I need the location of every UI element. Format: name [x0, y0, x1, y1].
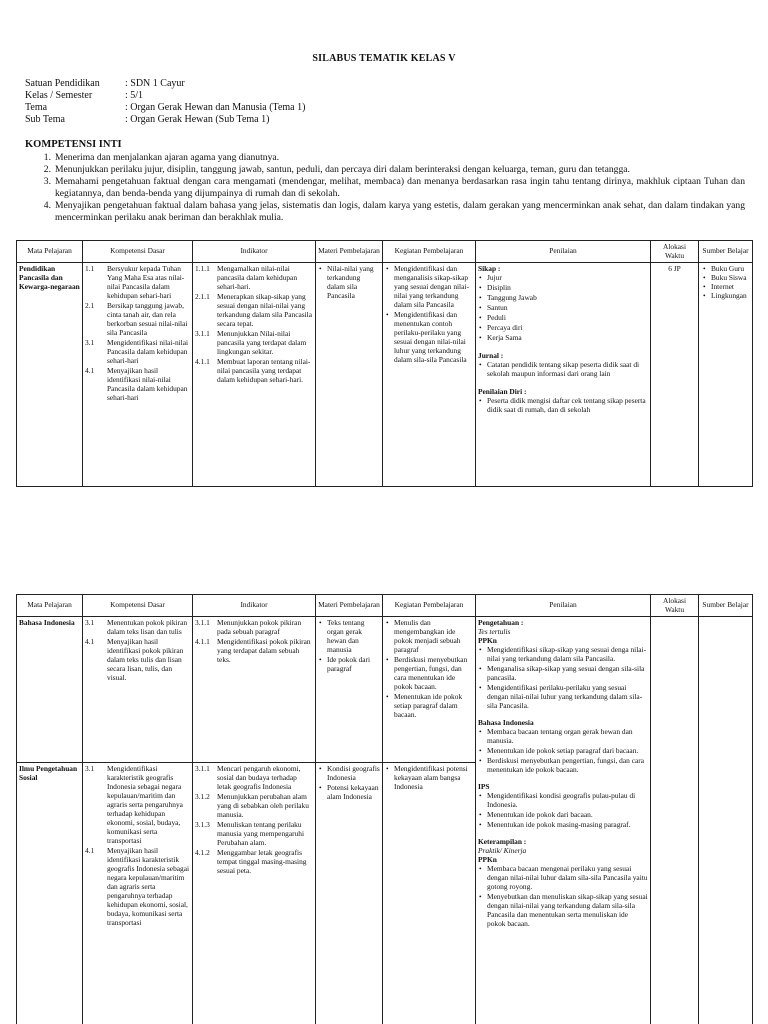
sumber-cell — [699, 617, 753, 1024]
sikap-item: • Disiplin — [478, 283, 648, 292]
kd-code: 3.1 — [85, 618, 95, 627]
indikator-text: Mengidentifikasi pokok pikiran yang terdapat dalam sebuah teks. — [217, 637, 311, 664]
penilaian-subheading: Tes tertulis — [478, 627, 511, 636]
kd-text: Mengidentifikasi karakteristik geografis Indonesia sebagai negara kepulauan/maritim dan agraris serta pengaruhnya terhadap kehidupan ekonomi, sosial, budaya, komunikasi serta transportasi — [107, 764, 183, 845]
header-cell: Indikator — [193, 241, 316, 263]
materi-cell — [316, 763, 383, 1024]
indikator-code: 4.1.1 — [195, 357, 210, 366]
subject-cell: Bahasa Indonesia — [17, 617, 83, 763]
header-cell: Mata Pelajaran — [17, 241, 83, 263]
header-cell: Alokasi Waktu — [651, 595, 699, 617]
ki-number: 4. — [43, 200, 51, 211]
meta-row — [25, 114, 305, 126]
materi-item: • Nilai-nilai yang terkandung dalam sila Pancasila — [318, 264, 380, 300]
indikator-item — [195, 292, 313, 328]
ki-number: 3. — [43, 176, 51, 187]
kd-cell — [83, 617, 193, 763]
meta-key: Kelas / Semester — [25, 90, 93, 101]
indikator-code: 3.1.1 — [195, 764, 210, 773]
kd-item — [85, 264, 190, 300]
penilaian-heading: Penilaian Diri : — [478, 387, 527, 396]
kd-text: Menyajikan hasil identifikasi pokok pikiran dalam teks tulis dan lisan secara lisan, tulis, dan visual. — [107, 637, 184, 682]
penilaian-cell — [476, 617, 651, 1024]
materi-cell — [316, 263, 383, 487]
header-cell: Kegiatan Pembelajaran — [383, 241, 476, 263]
header-cell: Sumber Belajar — [699, 241, 753, 263]
penilaian-heading: PPKn — [478, 636, 497, 645]
ki-number: 1. — [43, 152, 51, 163]
penilaian-item: • Berdiskusi menyebutkan pengertian, fungsi, dan cara menentukan ide pokok bacaan. — [478, 756, 648, 774]
sumber-item: • Buku Siswa — [701, 273, 750, 282]
kd-item — [85, 366, 190, 402]
penilaian-item: • Mengidentifikasi perilaku-perilaku yang sesuai dengan nilai-nilai luhur yang terkandung dalam sila-sila Pancasila. — [478, 683, 648, 710]
ki-text: Memahami pengetahuan faktual dengan cara mengamati (mendengar, melihat, membaca) dan menanya berdasarkan rasa ingin tahu tentang dirinya, makhluk ciptaan Tuhan dan kegiatannya, dan benda-benda yang dijumpainya di rumah dan di sekolah. — [55, 176, 745, 199]
kegiatan-item: • Mengidentifikasi dan menentukan contoh perilaku-perilaku yang sesuai dengan nilai-nilai luhur yang terkandung dalam sila-sila Pancasila — [385, 310, 473, 364]
indikator-item — [195, 618, 313, 636]
penilaian-cell — [476, 263, 651, 487]
indikator-text: Membuat laporan tentang nilai-nilai pancasila yang terdapat dalam kehidupan sehari-hari. — [217, 357, 311, 384]
table-row — [17, 617, 753, 763]
penilaian-item: • Membaca bacaan mengenai perilaku yang sesuai dengan nilai-nilai luhur dalam sila-sila Pancasila yaitu gotong royong. — [478, 864, 648, 891]
header-cell: Penilaian — [476, 595, 651, 617]
penilaian-item: • Menyebutkan dan menuliskan sikap-sikap yang sesuai dengan nilai-nilai yang terkandung dalam sila-sila Pancasila dan menentukan serta menuliskan ide pokok bacaan. — [478, 892, 648, 928]
penilaian-heading: IPS — [478, 782, 490, 791]
kegiatan-cell — [383, 617, 476, 763]
meta-key: Tema — [25, 102, 48, 113]
meta-value: : Organ Gerak Hewan dan Manusia (Tema 1) — [125, 102, 306, 113]
jurnal-item: • Catatan pendidik tentang sikap peserta didik saat di sekolah maupun informasi dari orang lain — [478, 360, 648, 378]
penilaian-heading: Jurnal : — [478, 351, 504, 360]
penilaian-heading: Bahasa Indonesia — [478, 718, 534, 727]
penilaian-item: • Menganalisa sikap-sikap yang sesuai dengan sila-sila pancasila. — [478, 664, 648, 682]
indikator-code: 1.1.1 — [195, 264, 210, 273]
header-cell: Kegiatan Pembelajaran — [383, 595, 476, 617]
kd-text: Menyajikan hasil identifikasi nilai-nilai Pancasila dalam kehidupan sehari-hari — [107, 366, 188, 402]
penilaian-item: • Menentukan ide pokok setiap paragraf dari bacaan. — [478, 746, 648, 755]
indikator-code: 3.1.1 — [195, 618, 210, 627]
kd-cell — [83, 263, 193, 487]
indikator-item — [195, 264, 313, 291]
ki-text: Menunjukkan perilaku jujur, disiplin, tanggung jawab, santun, peduli, dan percaya diri dalam berinteraksi dengan keluarga, teman, guru dan tetangga. — [55, 164, 630, 175]
ki-item — [25, 164, 745, 176]
indikator-code: 3.1.2 — [195, 792, 210, 801]
alokasi-cell — [651, 617, 699, 1024]
penilaian-item: • Mengidentifikasi kondisi geografis pulau-pulau di Indonesia. — [478, 791, 648, 809]
kd-item — [85, 846, 190, 927]
indikator-item — [195, 637, 313, 664]
kd-cell — [83, 763, 193, 1024]
kegiatan-cell — [383, 263, 476, 487]
table-row — [17, 263, 753, 487]
ki-text: Menyajikan pengetahuan faktual dalam bahasa yang jelas, sistematis dan logis, dalam karya yang estetis, dalam gerakan yang mencerminkan anak sehat, dan dalam tindakan yang mencerminkan perilaku anak beriman dan berakhlak mulia. — [55, 200, 745, 223]
kegiatan-item: • Menentukan ide pokok setiap paragraf dalam bacaan. — [385, 692, 473, 719]
indikator-code: 3.1.3 — [195, 820, 210, 829]
penilaian-item: • Menentukan ide pokok dari bacaan. — [478, 810, 648, 819]
indikator-text: Menunjukkan perubahan alam yang di sebabkan oleh perilaku manusia. — [217, 792, 309, 819]
meta-value: : SDN 1 Cayur — [125, 78, 185, 89]
kd-item — [85, 338, 190, 365]
sikap-item: • Santun — [478, 303, 648, 312]
kd-item — [85, 764, 190, 845]
indikator-text: Menggambar letak geografis tempat tinggal masing-masing sesuai peta. — [217, 848, 307, 875]
sikap-item: • Percaya diri — [478, 323, 648, 332]
header-cell: Materi Pembelajaran — [316, 595, 383, 617]
sikap-item: • Peduli — [478, 313, 648, 322]
penilaian-item: • Mengidentifikasi sikap-sikap yang sesuai denga nilai-nilai yang terkandung dalam sila Pancasila. — [478, 645, 648, 663]
indikator-item — [195, 848, 313, 875]
ki-number: 2. — [43, 164, 51, 175]
kegiatan-item: • Mengidentifikasi dan menganalisis sikap-sikap yang sesuai dengan nilai-nilai yang terkandung dalam sila Pancasila — [385, 264, 473, 309]
indikator-text: Mengamalkan nilai-nilai pancasila dalam kehidupan sehari-hari. — [217, 264, 298, 291]
indikator-item — [195, 792, 313, 819]
indikator-cell — [193, 263, 316, 487]
kompetensi-inti-list — [25, 152, 745, 224]
meta-row — [25, 78, 305, 90]
ki-text: Menerima dan menjalankan ajaran agama yang dianutnya. — [55, 152, 280, 163]
kd-item — [85, 618, 190, 636]
indikator-item — [195, 764, 313, 791]
materi-item: • Potensi kekayaan alam Indonesia — [318, 783, 380, 801]
header-cell: Sumber Belajar — [699, 595, 753, 617]
indikator-item — [195, 329, 313, 356]
ki-item — [25, 152, 745, 164]
meta-value: : Organ Gerak Hewan (Sub Tema 1) — [125, 114, 270, 125]
indikator-item — [195, 820, 313, 847]
meta-row — [25, 102, 305, 114]
sikap-item: • Jujur — [478, 273, 648, 282]
header-cell: Kompetensi Dasar — [83, 595, 193, 617]
indikator-cell — [193, 763, 316, 1024]
kegiatan-item: • Mengidentifikasi potensi kekayaan alam bangsa Indonesia — [385, 764, 473, 791]
meta-value: : 5/1 — [125, 90, 144, 101]
kd-text: Bersyukur kepada Tuhan Yang Maha Esa atas nilai-nilai Pancasila dalam kehidupan sehari-hari — [107, 264, 185, 300]
kegiatan-item: • Berdiskusi menyebutkan pengertian, fungsi, dan cara menentukan ide pokok bacaan. — [385, 655, 473, 691]
kd-item — [85, 301, 190, 337]
silabus-table-1 — [16, 240, 753, 487]
sikap-item: • Kerja Sama — [478, 333, 648, 342]
penilaian-heading: Sikap : — [478, 264, 501, 273]
kd-text: Menyajikan hasil identifikasi karakteristik geografis Indonesia sebagai negara kepulauan/maritim dan agraris serta pengaruhnya terhadap kehidupan ekonomi, sosial, budaya, komunikasi serta transportasi — [107, 846, 190, 927]
header-cell: Indikator — [193, 595, 316, 617]
materi-item: • Kondisi geografis Indonesia — [318, 764, 380, 782]
indikator-text: Menuliskan tentang perilaku manusia yang mempengaruhi Perubahan alam. — [217, 820, 305, 847]
indikator-text: Menerapkan sikap-sikap yang sesuai dengan nilai-nilai yang terkandung dalam sila Pancasila secara tepat. — [217, 292, 313, 328]
alokasi-cell: 6 JP — [651, 263, 699, 487]
indikator-code: 2.1.1 — [195, 292, 210, 301]
sumber-item: • Internet — [701, 282, 750, 291]
subject-cell: Pendidikan Pancasila dan Kewarga-negaraan — [17, 263, 83, 487]
indikator-cell — [193, 617, 316, 763]
kd-code: 4.1 — [85, 366, 95, 375]
penilaian-item: • Menentukan ide pokok masing-masing paragraf. — [478, 820, 648, 829]
sumber-cell — [699, 263, 753, 487]
kd-code: 4.1 — [85, 637, 95, 646]
silabus-table-2 — [16, 594, 753, 1024]
kd-code: 3.1 — [85, 338, 95, 347]
penilaian-item: • Membaca bacaan tentang organ gerak hewan dan manusia. — [478, 727, 648, 745]
penilaian-diri-item: • Peserta didik mengisi daftar cek tentang sikap peserta didik saat di rumah, dan di sekolah — [478, 396, 648, 414]
indikator-text: Menunjukkan Nilai-nilai pancasila yang terdapat dalam lingkungan sekitar. — [217, 329, 307, 356]
sumber-item: • Buku Guru — [701, 264, 750, 273]
header-cell: Penilaian — [476, 241, 651, 263]
indikator-code: 3.1.1 — [195, 329, 210, 338]
penilaian-heading: PPKn — [478, 855, 497, 864]
sikap-item: • Tanggung Jawab — [478, 293, 648, 302]
indikator-text: Mencari pengaruh ekonomi, sosial dan budaya terhadap letak geografis Indonesia — [217, 764, 301, 791]
document-meta — [25, 78, 305, 126]
penilaian-heading: Keterampilan : — [478, 837, 527, 846]
indikator-code: 4.1.2 — [195, 848, 210, 857]
kd-item — [85, 637, 190, 682]
penilaian-subheading: Praktik/ Kinerja — [478, 846, 527, 855]
indikator-text: Menunjukkan pokok pikiran pada sebuah paragraf — [217, 618, 302, 636]
document-title: SILABUS TEMATIK KELAS V — [312, 53, 456, 64]
table-header-row — [17, 241, 753, 263]
kegiatan-cell — [383, 763, 476, 1024]
meta-key: Satuan Pendidikan — [25, 78, 100, 89]
ki-item — [25, 200, 745, 224]
penilaian-heading: Pengetahuan : — [478, 618, 524, 627]
kd-code: 1.1 — [85, 264, 95, 273]
header-cell: Materi Pembelajaran — [316, 241, 383, 263]
materi-cell — [316, 617, 383, 763]
header-cell: Kompetensi Dasar — [83, 241, 193, 263]
kd-text: Bersikap tanggung jawab, cinta tanah air, dan rela berkorban sesuai nilai-nilai sila Pancasila — [107, 301, 188, 337]
materi-item: • Ide pokok dari paragraf — [318, 655, 380, 673]
kd-text: Mengidentifikasi nilai-nilai Pancasila dalam kehidupan sehari-hari — [107, 338, 189, 365]
indikator-item — [195, 357, 313, 384]
kegiatan-item: • Menulis dan mengembangkan ide pokok menjadi sebuah paragraf — [385, 618, 473, 654]
subject-cell: Ilmu Pengetahuan Sosial — [17, 763, 83, 1024]
kd-code: 3.1 — [85, 764, 95, 773]
sumber-item: • Lingkungan — [701, 291, 750, 300]
kd-code: 2.1 — [85, 301, 95, 310]
ki-item — [25, 176, 745, 200]
table-header-row — [17, 595, 753, 617]
kd-text: Menentukan pokok pikiran dalam teks lisan dan tulis — [107, 618, 188, 636]
meta-row — [25, 90, 305, 102]
kd-code: 4.1 — [85, 846, 95, 855]
header-cell: Mata Pelajaran — [17, 595, 83, 617]
kompetensi-inti-heading: KOMPETENSI INTI — [25, 139, 122, 150]
meta-key: Sub Tema — [25, 114, 65, 125]
indikator-code: 4.1.1 — [195, 637, 210, 646]
header-cell: Alokasi Waktu — [651, 241, 699, 263]
materi-item: • Teks tentang organ gerak hewan dan manusia — [318, 618, 380, 654]
